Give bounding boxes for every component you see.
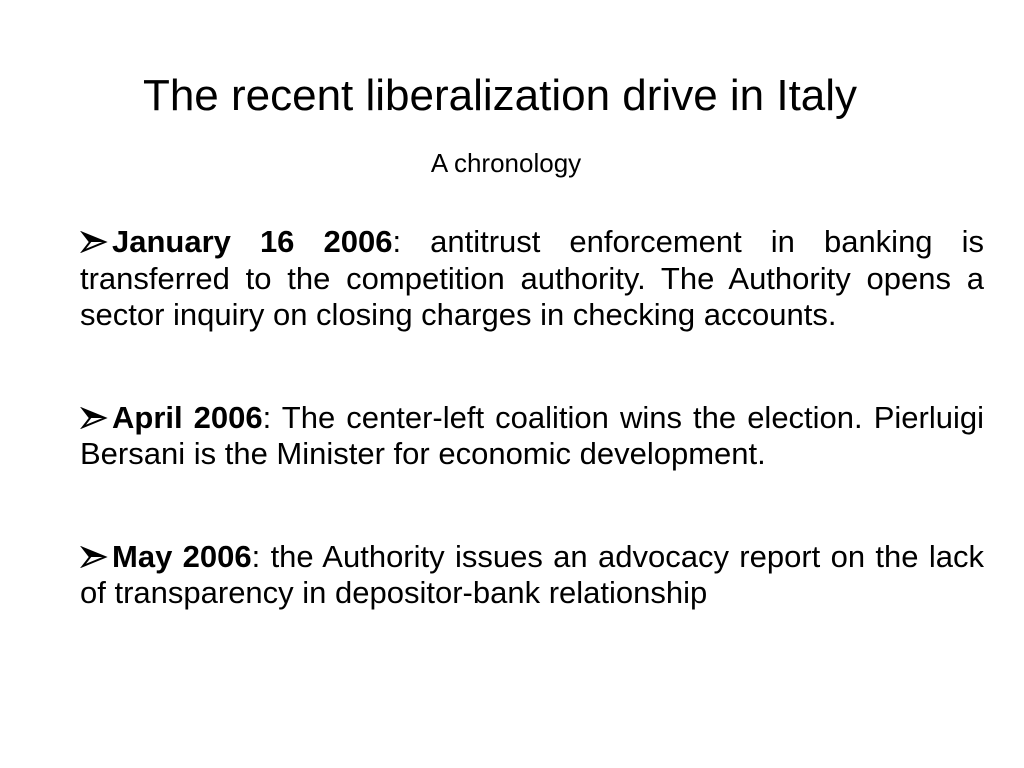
chronology-date: May 2006 [112, 538, 252, 574]
slide-subtitle: A chronology [430, 148, 582, 178]
arrow-bullet-icon [80, 546, 108, 568]
chronology-list [80, 224, 984, 612]
chronology-separator: : [392, 224, 402, 259]
chronology-separator: : [251, 538, 261, 574]
chronology-text: The center-left coalition wins the election. Pierluigi Bersani is the Minister for economic development. [80, 399, 984, 471]
chronology-item [80, 224, 984, 334]
chronology-item [80, 539, 984, 612]
chronology-separator: : [262, 399, 272, 435]
chronology-text: the Authority issues an advocacy report on the lack of transparency in depositor-bank relationship [80, 538, 984, 610]
chronology-text: antitrust enforcement in banking is transferred to the competition authority. The Authority opens a sector inquiry on closing charges in checking accounts. [80, 224, 984, 332]
arrow-bullet-icon [80, 407, 108, 429]
chronology-date: January 16 2006 [112, 224, 393, 259]
slide-title: The recent liberalization drive in Italy [142, 71, 858, 120]
arrow-bullet-icon [80, 231, 108, 253]
chronology-item [80, 400, 984, 473]
chronology-date: April 2006 [112, 399, 263, 435]
